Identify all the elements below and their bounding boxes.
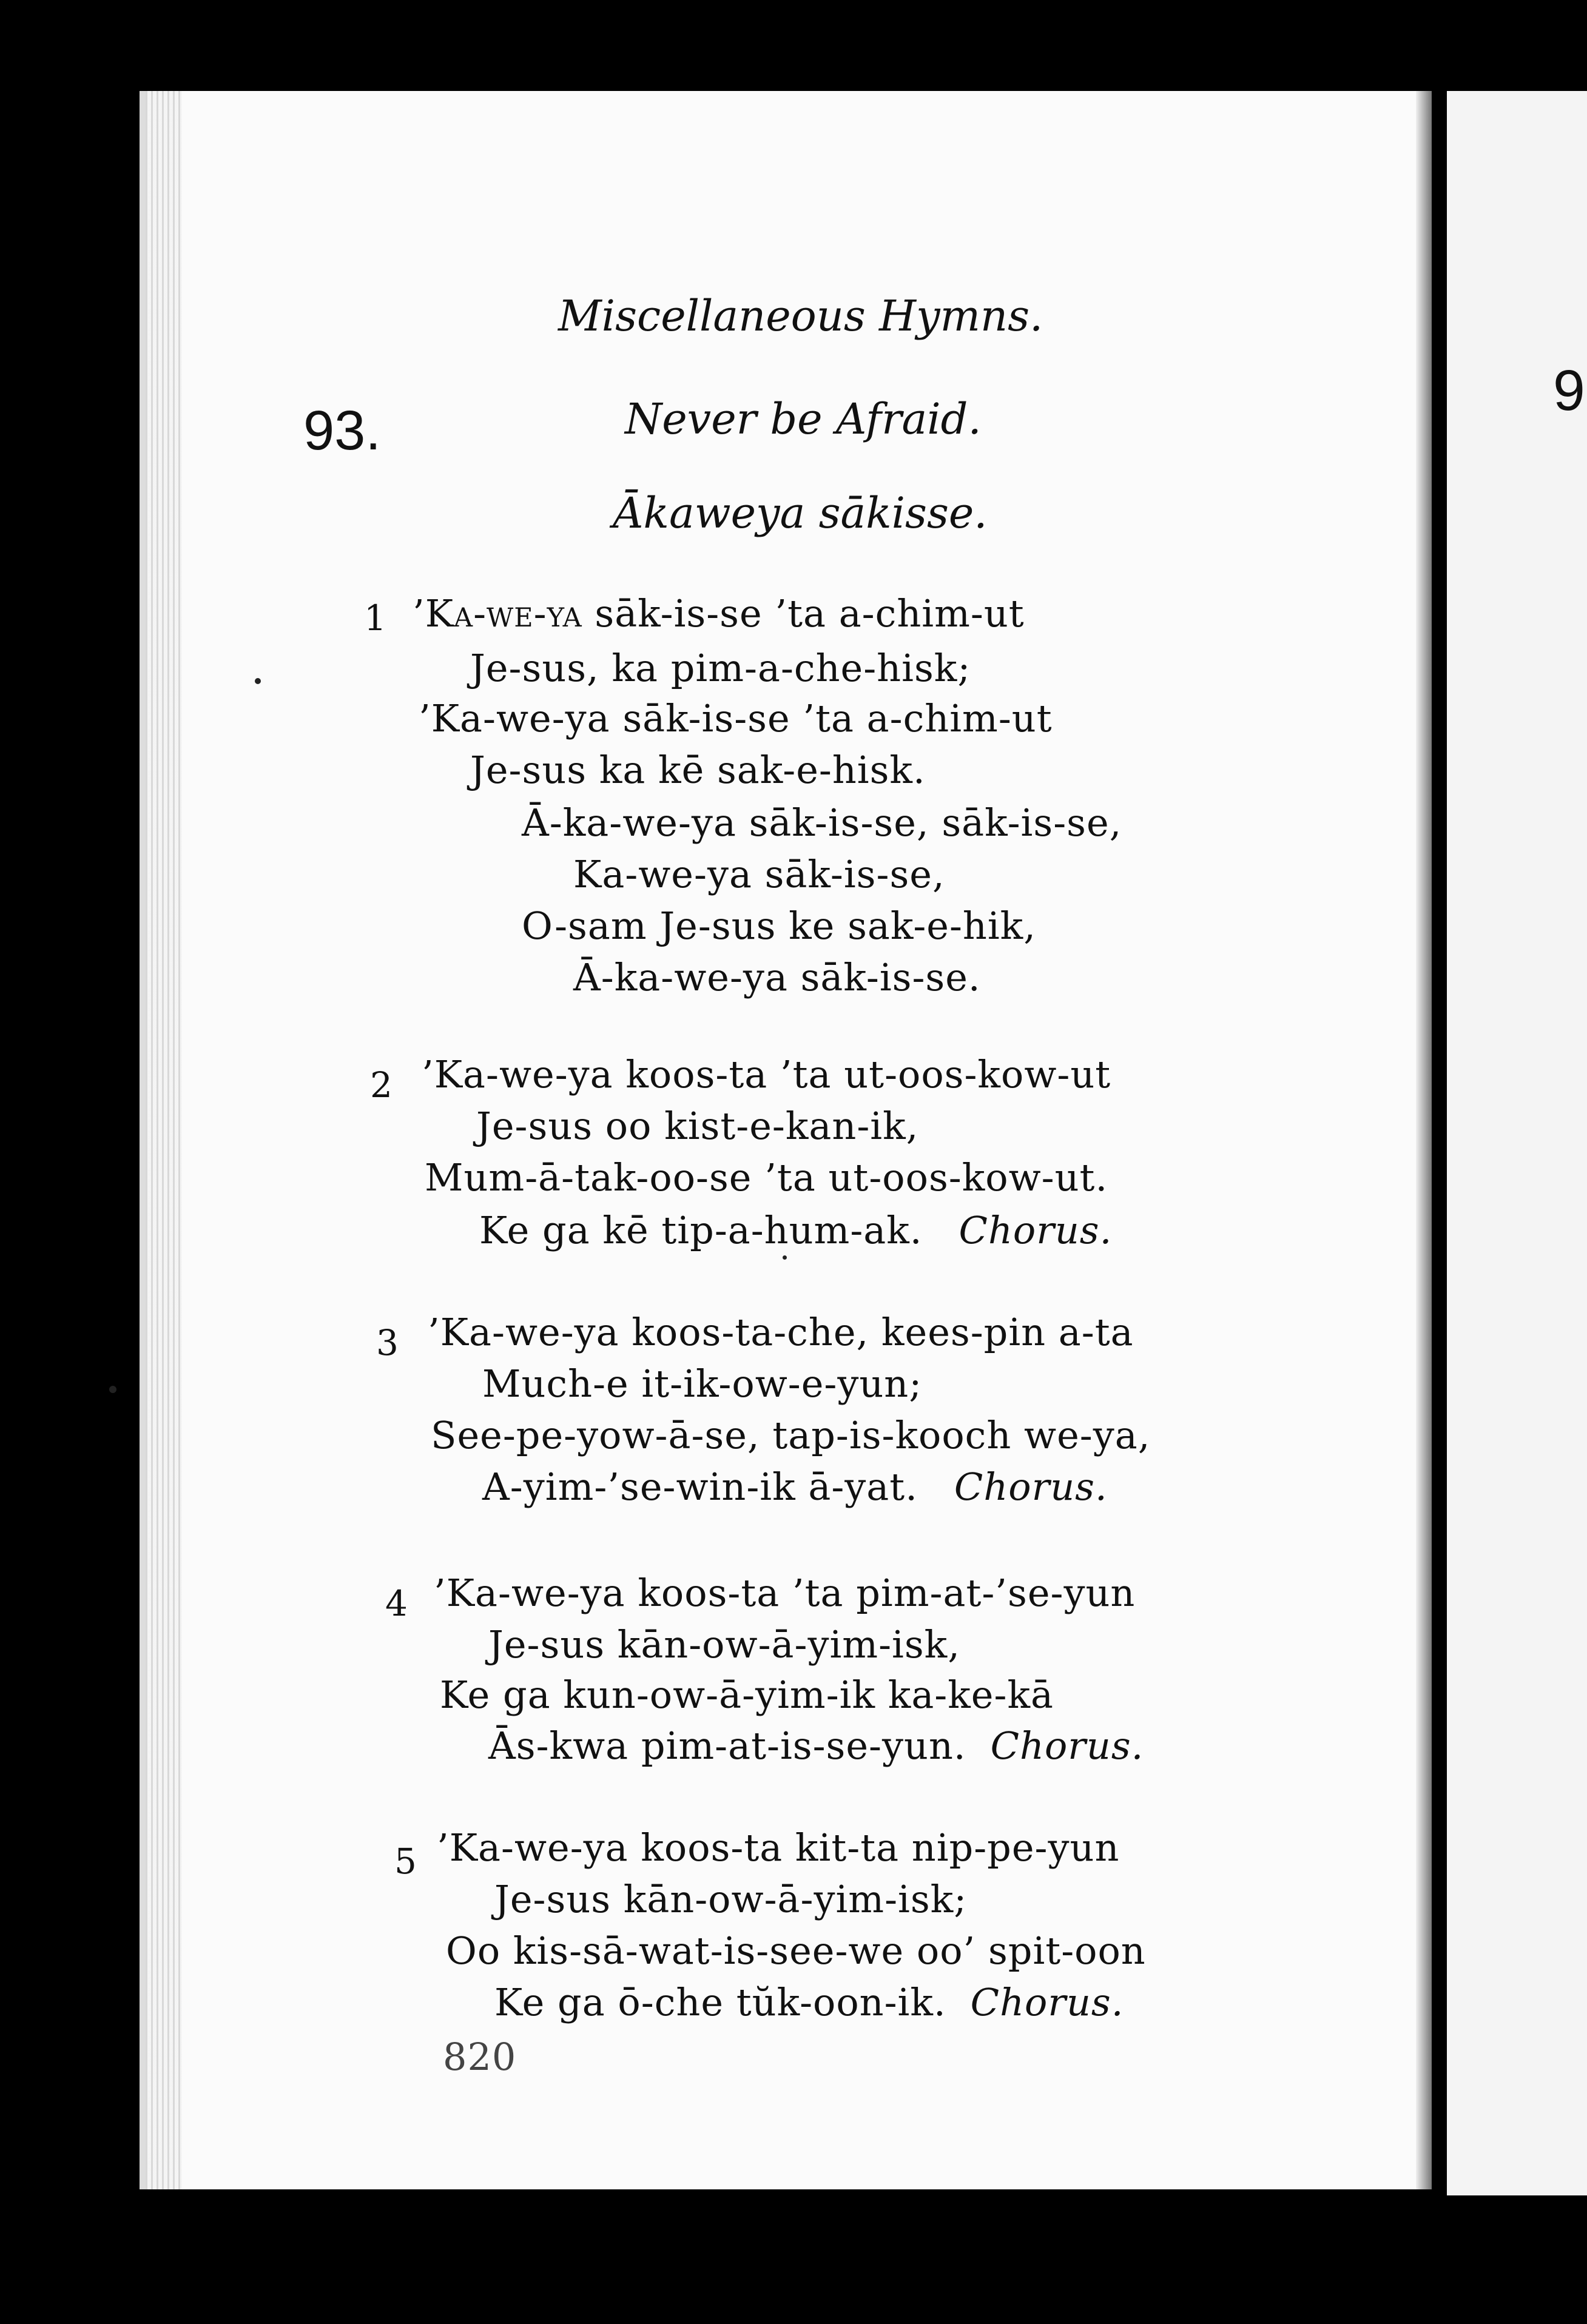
verse-number: 5 [394,1841,417,1882]
chorus-cue: Chorus. [970,1980,1124,2024]
verse-line: Ke ga kun-ow-ā-yim-ik ka-ke-kā [440,1673,1054,1717]
refrain-line: Ka-we-ya sāk-is-se, [573,852,945,896]
verse-number: 3 [376,1322,399,1363]
verse-line: ’Ka-we-ya koos-ta ’ta ut-oos-kow-ut [422,1052,1111,1097]
verse-line: Je-sus oo kist-e-kan-ik, [476,1104,919,1148]
running-head: Miscellaneous Hymns. [558,291,1043,341]
verse-number: 2 [370,1064,393,1106]
chorus-cue: Chorus. [959,1208,1113,1252]
verse-line: Je-sus ka kē sak-e-hisk. [470,748,926,792]
verse-line [488,1724,1144,1768]
verse-line: ’Ka-we-ya koos-ta-che, kees-pin a-ta [428,1310,1134,1354]
verse-line: ’Ka-we-ya koos-ta ’ta pim-at-’se-yun [434,1571,1136,1615]
verse-line-text: Ās-kwa pim-at-is-se-yun. [488,1724,966,1768]
verse-line: See-pe-yow-ā-se, tap-is-kooch we-ya, [431,1413,1151,1457]
refrain-line: O-sam Je-sus ke sak-e-hik, [522,904,1036,948]
verse-line: Je-sus kān-ow-ā-yim-isk, [488,1622,960,1667]
verse-line [413,591,1025,636]
verse-line: Much-e it-ik-ow-e-yun; [482,1362,923,1406]
scan-speck [783,1255,787,1260]
verse-line-text: A-yim-’se-win-ik ā-yat. [482,1465,918,1509]
verse-number: 4 [385,1583,408,1624]
scan-speck [255,678,261,684]
chorus-cue: Chorus. [954,1465,1108,1509]
gutter-shadow [1416,91,1432,2189]
verse-line: Oo kis-sā-wat-is-see-we oo’ spit-oon [446,1929,1146,1973]
verse-line-text: Ke ga ō-che tŭk-oon-ik. [494,1980,946,2024]
chorus-cue: Chorus. [990,1724,1144,1768]
hymn-number: 93. [303,400,381,462]
verse-line: ’Ka-we-ya koos-ta kit-ta nip-pe-yun [437,1825,1120,1870]
verse-number: 1 [364,597,386,639]
page-edge-stack [146,91,182,2189]
hymn-subtitle: Ākaweya sākisse. [613,488,988,538]
verse-line: Je-sus kān-ow-ā-yim-isk; [494,1877,968,1921]
verse-line: ’Ka-we-ya sāk-is-se ’ta a-chim-ut [419,696,1053,741]
refrain-line: Ā-ka-we-ya sāk-is-se, sāk-is-se, [522,801,1122,845]
verse-line-text: Ke ga kē tip-a-hum-ak. [479,1208,923,1252]
refrain-line: Ā-ka-we-ya sāk-is-se. [573,955,981,999]
facing-page-number: 9 [1553,358,1585,423]
verse-line [482,1465,1108,1509]
verse-line: Mum-ā-tak-oo-se ’ta ut-oos-kow-ut. [425,1155,1108,1200]
verse-opening-small-caps: ’Ka-we-ya [413,591,582,636]
scan-speck [109,1386,116,1393]
signature-mark: 820 [443,2035,517,2079]
verse-line [494,1980,1124,2024]
verse-line [479,1208,1112,1252]
verse-line: Je-sus, ka pim-a-che-hisk; [470,646,971,690]
hymn-title: Never be Afraid. [625,394,982,444]
verse-line-rest: sāk-is-se ’ta a-chim-ut [582,591,1025,636]
